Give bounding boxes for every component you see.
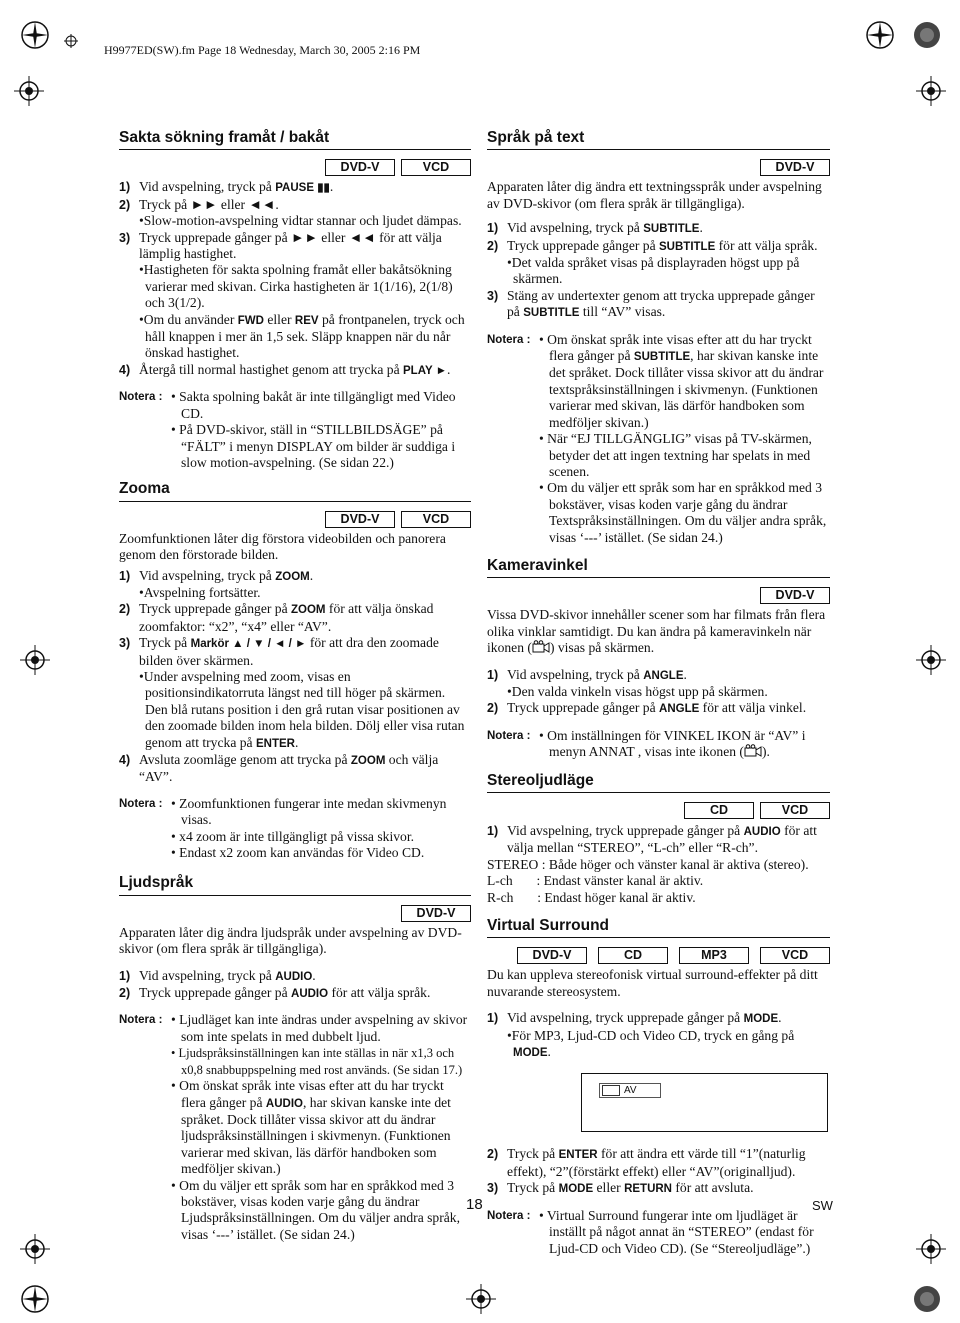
- definition-line: L-ch : Endast vänster kanal är aktiv.: [487, 873, 704, 889]
- step-3: 3) Tryck på Markör ▲ / ▼ / ◄ / ► för att dra den zoomade bilden över skärmen.: [119, 635, 439, 668]
- tag-cd: CD: [684, 802, 754, 819]
- dark-disc-icon: [912, 1284, 942, 1314]
- dark-disc-icon: [912, 20, 942, 50]
- section-title-slow-search: Sakta sökning framåt / bakåt: [119, 130, 471, 150]
- tag-dvd-v: DVD-V: [760, 587, 830, 604]
- crosshair-icon: [20, 1234, 50, 1264]
- crosshair-icon: [916, 76, 946, 106]
- crosshair-icon: [64, 34, 78, 48]
- tag-dvd-v: DVD-V: [517, 947, 587, 964]
- tag-vcd: VCD: [760, 802, 830, 819]
- tag-vcd: VCD: [401, 159, 471, 176]
- disc-type-tags: [487, 159, 830, 176]
- definition-line: STEREO : Både höger och vänster kanal är aktiva (stereo).: [487, 856, 809, 872]
- step-2: 2) Tryck på ENTER för att ändra ett värde till “1”(naturlig effekt), “2”(förstärkt effekt) eller “AV”(originalljud).: [487, 1146, 806, 1179]
- disc-type-tags: [487, 802, 830, 819]
- screen-display-box: [581, 1073, 828, 1132]
- section-title-audio-language: Ljudspråk: [119, 875, 471, 895]
- crosshair-icon: [14, 76, 44, 106]
- step-1: 1) Vid avspelning, tryck upprepade gånger på AUDIO för att välja mellan “STEREO”, “L-ch” eller “R-ch”.: [487, 823, 817, 856]
- crosshair-icon: [916, 1234, 946, 1264]
- step-4: 4) Avsluta zoomläge genom att trycka på ZOOM och välja “AV”.: [119, 752, 439, 785]
- crosshair-icon: [20, 645, 50, 675]
- tag-vcd: VCD: [760, 947, 830, 964]
- step-1: 1) Vid avspelning, tryck på ANGLE.: [487, 666, 687, 682]
- step-1: 1) Vid avspelning, tryck på AUDIO.: [119, 967, 316, 983]
- note: Notera : • Om inställningen för VINKEL IKON är “AV” i menyn ANNAT , visas inte ikonen ( ).: [487, 727, 806, 760]
- bullet: •Avspelning fortsätter.: [139, 584, 261, 600]
- intro-text: Apparaten låter dig ändra ett textningsspråk under avspelning av DVD-skivor (om flera språk är tillgängliga).: [487, 179, 822, 211]
- language-code: SW: [812, 1198, 833, 1213]
- step-2: 2) Tryck upprepade gånger på SUBTITLE för att välja språk.: [487, 237, 818, 253]
- bullet: •Det valda språket visas på displayraden högst upp på skärmen.: [507, 255, 800, 287]
- bullet: •Under avspelning med zoom, visas en positionsindikatorruta längst ned till höger på skärmen. Den blå rutans position i den grå rutan visar positionen av den zoomade bilden inom hela bilden. Dölj eller visa rutan genom att trycka på ENTER.: [139, 668, 465, 750]
- step-1: 1) Vid avspelning, tryck på ZOOM.: [119, 567, 314, 583]
- note: Notera : • Ljudläget kan inte ändras under avspelning av skivor som inte spelats in med dubbelt ljud. • Ljudspråksinställningen kan inte ställas in när x1,3 och x0,8 snabbuppspelning med rost används. (Se sidan 17.) • Om önskat språk inte visas efter att du har tryckt flera gånger på AUDIO, har skivan kanske inte det språket. Dock tillåter vissa skivor att du ändrar ljudspråksinställningen i skivmenyn. (Funktionen varierar med skivan, läs därför handboken som medföljer skivan.) • Om du väljer ett språk som har en språkkod med 3 bokstäver, visas koden varje gång du ändrar Ljudspråksinställningen. Om du väljer andra språk, visas ‘---’ istället. (Se sidan 24.): [119, 1012, 468, 1242]
- camera-angle-icon: [532, 640, 550, 653]
- step-2: 2) Tryck upprepade gånger på ZOOM för att välja önskad zoomfaktor: “x2”, “x4” eller “AV”.: [119, 601, 434, 634]
- note: Notera : • Zoomfunktionen fungerar inte medan skivmenyn visas. • x4 zoom är inte tillgängligt på vissa skivor. • Endast x2 zoom kan användas för Video CD.: [119, 795, 447, 861]
- page-number: 18: [466, 1196, 483, 1213]
- registration-mark-icon: [20, 20, 50, 50]
- step-3: 3) Stäng av undertexter genom att trycka upprepade gånger på SUBTITLE till “AV” visas.: [487, 287, 815, 320]
- section-title-subtitle-language: Språk på text: [487, 130, 830, 150]
- definition-line: R-ch : Endast höger kanal är aktiv.: [487, 889, 696, 905]
- intro-text: Apparaten låter dig ändra ljudspråk under avspelning av DVD-skivor (om flera språk är tillgängliga).: [119, 924, 462, 957]
- disc-type-tags: [487, 947, 830, 964]
- surround-icon: [602, 1085, 620, 1096]
- crosshair-icon: [466, 1284, 496, 1314]
- step-3: 3) Tryck på MODE eller RETURN för att avsluta.: [487, 1180, 754, 1196]
- tag-dvd-v: DVD-V: [325, 159, 395, 176]
- surround-indicator: AV: [599, 1083, 661, 1098]
- disc-type-tags: [119, 511, 471, 528]
- section-title-virtual-surround: Virtual Surround: [487, 918, 830, 938]
- step-3: 3) Tryck upprepade gånger på ►► eller ◄◄ för att välja lämplig hastighet.: [119, 229, 442, 262]
- bullet: •Hastigheten för sakta spolning framåt eller bakåtsökning varierar med skivan. Cirka hastigheten är 1(1/16), 2(1/8) och 3(1/2).: [139, 262, 453, 311]
- note: Notera : • Sakta spolning bakåt är inte tillgängligt med Video CD. • På DVD-skivor, ställ in “STILLBILDSÄGE” på “FÄLT” i menyn DISPLAY om bilder är suddiga i slow motion-avspelning. (Se sidan 22.): [119, 389, 456, 470]
- intro-text: Vissa DVD-skivor innehåller scener som har filmats från flera olika vinklar samtidigt. Du kan ändra på kameravinkeln när ikonen ( ) visas på skärmen.: [487, 607, 826, 656]
- tag-dvd-v: DVD-V: [401, 905, 471, 922]
- tag-cd: CD: [598, 947, 668, 964]
- left-column: [119, 130, 471, 1243]
- disc-type-tags: [487, 587, 830, 604]
- intro-text: Zoomfunktionen låter dig förstora videobilden och panorera genom den förstorade bilden.: [119, 530, 446, 563]
- camera-angle-icon: [744, 744, 762, 757]
- note: Notera : • Om önskat språk inte visas efter att du har tryckt flera gånger på SUBTITLE, har skivan kanske inte det språket. Dock tillåter vissa skivor att du ändrar textspråksinställningen i skivmenyn. (Funktionen varierar med skivan, läs därför handboken som medföljer skivan.) • När “EJ TILLGÄNGLIG” visas på TV-skärmen, betyder det att ingen textning har spelats in med scenen. • Om du väljer ett språk som har en språkkod med 3 bokstäver, visas koden varje gång du ändrar Textspråksinställningen. Om du väljer andra språk, visas ‘---’ istället. (Se sidan 24.): [487, 331, 827, 545]
- section-title-zoom: Zooma: [119, 481, 471, 501]
- step-2: 2) Tryck upprepade gånger på AUDIO för att välja språk.: [119, 985, 431, 1001]
- bullet: •Slow-motion-avspelning vidtar stannar och ljudet dämpas.: [139, 213, 462, 229]
- step-4: 4) Återgå till normal hastighet genom att trycka på PLAY ►.: [119, 361, 451, 377]
- tag-mp3: MP3: [679, 947, 749, 964]
- step-2: 2) Tryck på ►► eller ◄◄.: [119, 196, 279, 212]
- intro-text: Du kan uppleva stereofonisk virtual surround-effekter på ditt nuvarande stereosystem.: [487, 967, 818, 999]
- bullet: •Den valda vinkeln visas högst upp på skärmen.: [507, 683, 768, 699]
- registration-mark-icon: [865, 20, 895, 50]
- step-1: 1) Vid avspelning, tryck upprepade gånger på MODE.: [487, 1010, 782, 1026]
- tag-vcd: VCD: [401, 511, 471, 528]
- disc-type-tags: [119, 159, 471, 176]
- disc-type-tags: [119, 905, 471, 922]
- right-column: [487, 130, 830, 1257]
- tag-dvd-v: DVD-V: [760, 159, 830, 176]
- note: Notera : • Virtual Surround fungerar inte om ljudläget är inställt på något annat än “STEREO” (endast för Ljud-CD och Video CD). (Se “Stereoljudläge”.): [487, 1207, 814, 1256]
- step-1: 1) Vid avspelning, tryck på PAUSE ▮▮.: [119, 179, 334, 195]
- crosshair-icon: [916, 645, 946, 675]
- bullet: •Om du använder FWD eller REV på frontpanelen, tryck och håll knappen i mer än 1,5 sek. Släpp knappen när du når önskad hastighet.: [139, 311, 465, 361]
- bullet: •För MP3, Ljud-CD och Video CD, tryck en gång på MODE.: [507, 1027, 795, 1060]
- step-2: 2) Tryck upprepade gånger på ANGLE för att välja vinkel.: [487, 700, 807, 716]
- step-1: 1) Vid avspelning, tryck på SUBTITLE.: [487, 220, 703, 236]
- registration-mark-icon: [20, 1284, 50, 1314]
- section-title-stereo-mode: Stereoljudläge: [487, 773, 830, 793]
- file-header: H9977ED(SW).fm Page 18 Wednesday, March 30, 2005 2:16 PM: [104, 43, 421, 57]
- tag-dvd-v: DVD-V: [325, 511, 395, 528]
- section-title-camera-angle: Kameravinkel: [487, 558, 830, 578]
